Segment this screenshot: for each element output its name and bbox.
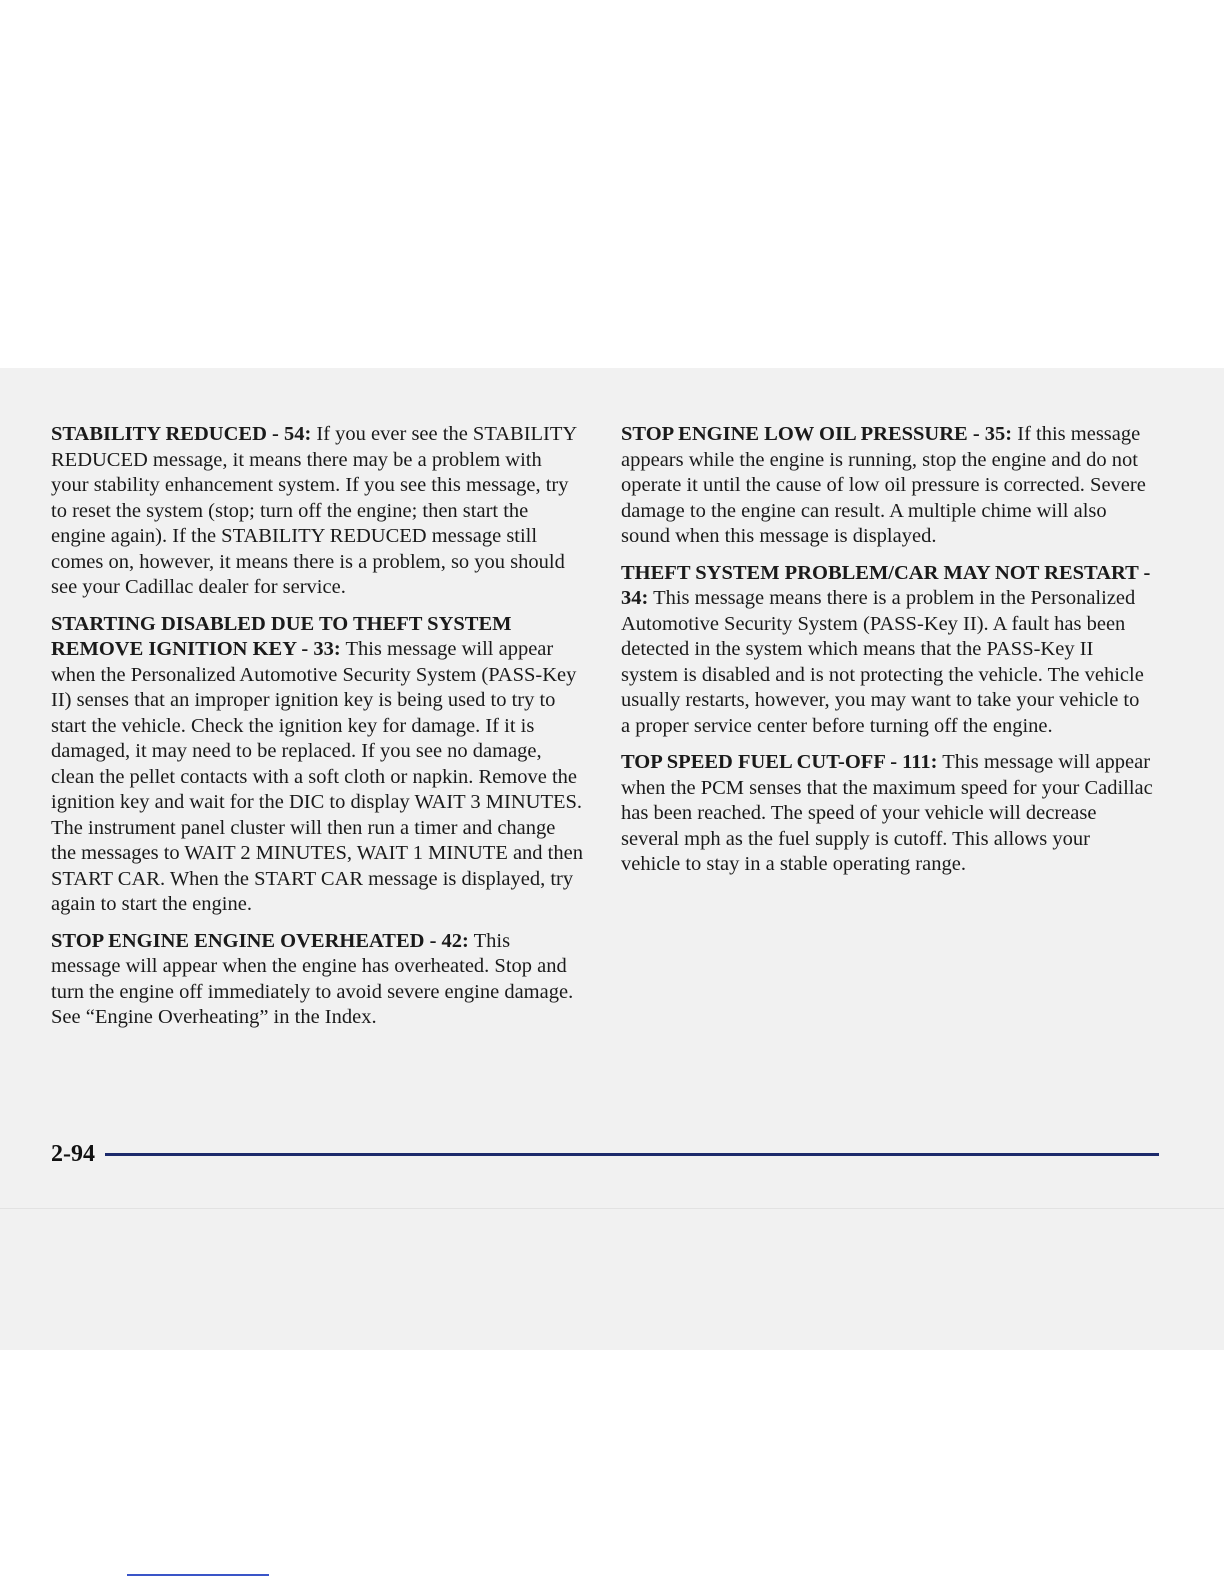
- entry-body: If you ever see the STABILITY REDUCED message, it means there may be a problem with your stability enhancement system. If you see this message, try to reset the system (stop; turn off the engine; then start the engine again). If the STABILITY REDUCED message still comes on, however, it means there is a problem, so you should see your Cadillac dealer for service.: [51, 423, 577, 598]
- left-column: [51, 422, 583, 1042]
- entry-heading: THEFT SYSTEM PROBLEM/CAR MAY NOT RESTART - 34:: [621, 561, 1151, 609]
- message-entry-stability-reduced: [51, 422, 583, 601]
- message-entry-starting-disabled: [51, 612, 583, 918]
- page-number: 2-94: [51, 1141, 95, 1167]
- entry-heading: STOP ENGINE ENGINE OVERHEATED - 42:: [51, 929, 469, 952]
- entry-heading: STABILITY REDUCED - 54:: [51, 423, 312, 445]
- message-entry-engine-overheated: [51, 929, 583, 1031]
- message-entry-low-oil-pressure: [621, 422, 1153, 550]
- entry-body: If this message appears while the engine is running, stop the engine and do not operate it until the cause of low oil pressure is corrected. Severe damage to the engine can result. A multiple chime will also sound when this message is displayed.: [621, 423, 1146, 547]
- footer-rule: [105, 1153, 1159, 1156]
- link-underline: [127, 1574, 269, 1576]
- right-column: [621, 422, 1153, 889]
- entry-heading: TOP SPEED FUEL CUT-OFF - 111:: [621, 751, 938, 773]
- entry-body: This message will appear when the Personalized Automotive Security System (PASS-Key II) senses that an improper ignition key is being used to try to start the vehicle. Check the ignition key for damage. If it is damaged, it may need to be replaced. If you see no damage, clean the pellet contacts with a soft cloth or napkin. Remove the ignition key and wait for the DIC to display WAIT 3 MINUTES. The instrument panel cluster will then run a timer and change the messages to WAIT 2 MINUTES, WAIT 1 MINUTE and then START CAR. When the START CAR message is displayed, try again to start the engine.: [51, 638, 583, 915]
- entry-body: This message will appear when the engine has overheated. Stop and turn the engine off immediately to avoid severe engine damage. See “Engine Overheating” in the Index.: [51, 929, 574, 1028]
- message-entry-theft-system-problem: [621, 561, 1153, 740]
- divider: [0, 1208, 1224, 1209]
- entry-body: This message will appear when the PCM senses that the maximum speed for your Cadillac has been reached. The speed of your vehicle will decrease several mph as the fuel supply is cutoff. This allows your vehicle to stay in a stable operating range.: [621, 751, 1153, 875]
- page-footer: [51, 1140, 1159, 1168]
- entry-body: This message means there is a problem in the Personalized Automotive Security System (PASS-Key II). A fault has been detected in the system which means that the PASS-Key II system is disabled and is not protecting the vehicle. The vehicle usually restarts, however, you may want to take your vehicle to a proper service center before turning off the engine.: [621, 587, 1144, 737]
- message-entry-top-speed-fuel-cutoff: [621, 750, 1153, 878]
- entry-heading: STOP ENGINE LOW OIL PRESSURE - 35:: [621, 423, 1013, 445]
- entry-heading: STARTING DISABLED DUE TO THEFT SYSTEM REMOVE IGNITION KEY - 33:: [51, 612, 512, 660]
